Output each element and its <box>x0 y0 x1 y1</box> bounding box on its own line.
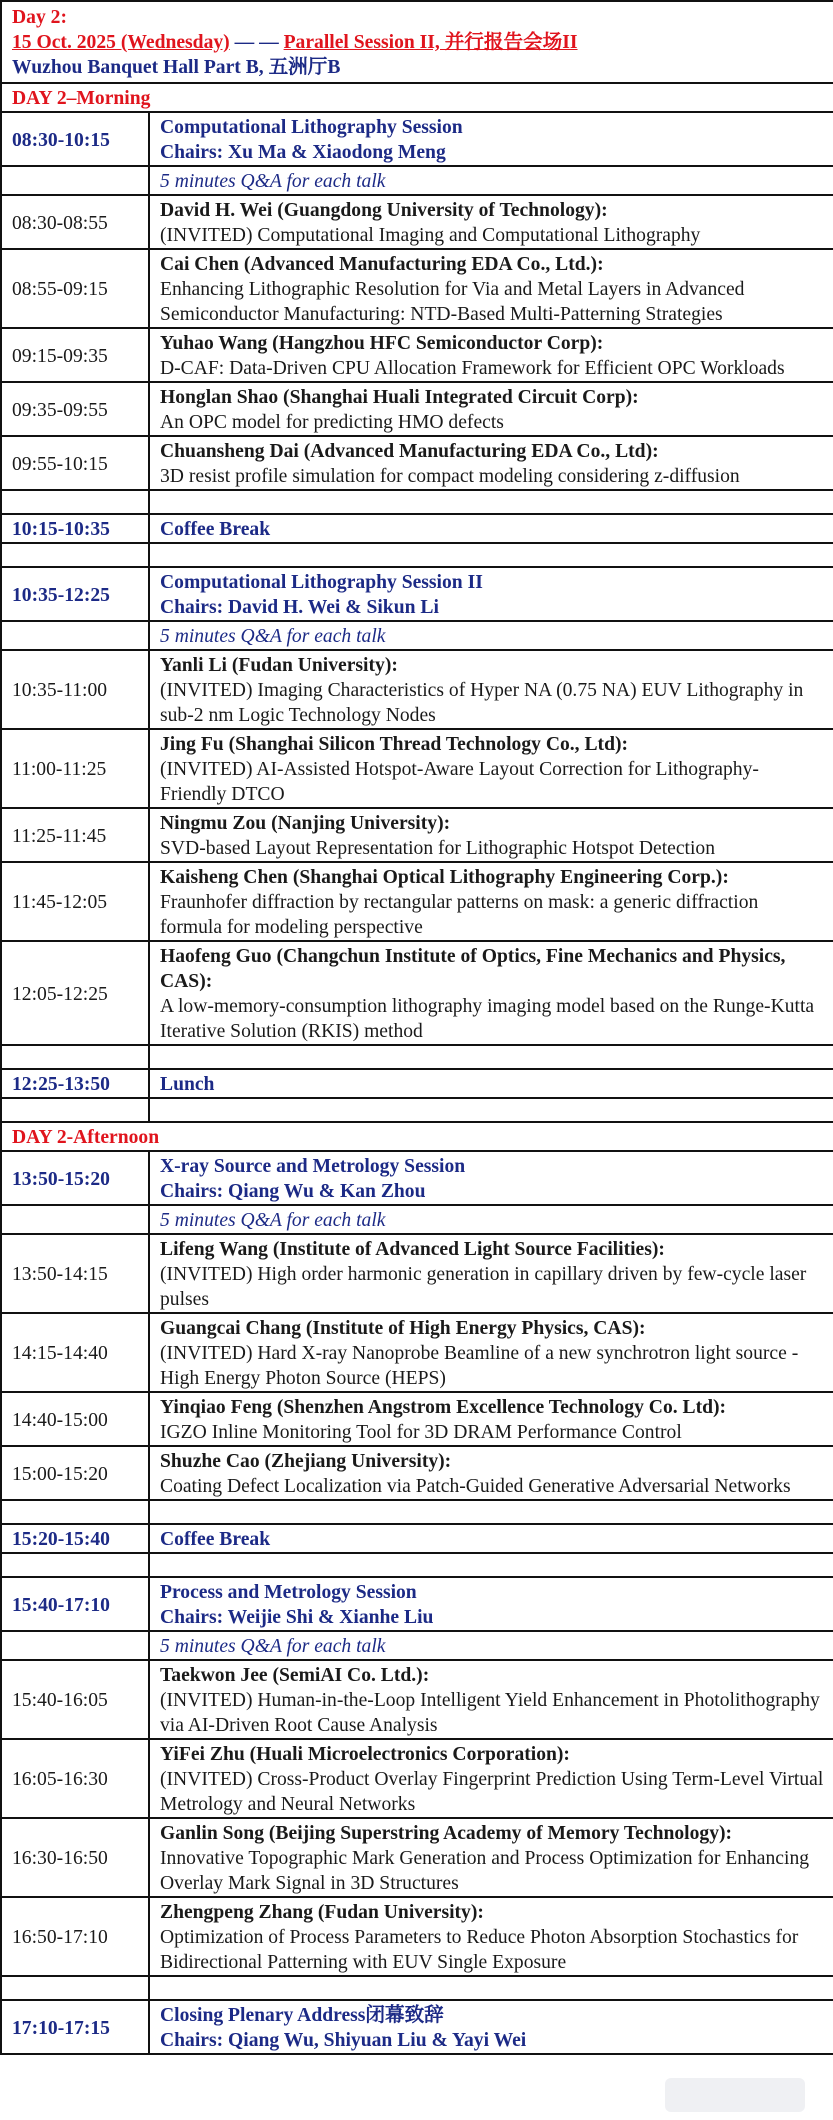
spacer-cell <box>149 1045 833 1069</box>
talk-speaker: Yanli Li (Fudan University): <box>160 655 398 676</box>
talk-cell <box>149 1660 833 1739</box>
talk-row <box>1 1897 833 1976</box>
talk-title: (INVITED) Cross-Product Overlay Fingerprint Prediction Using Term-Level Virtual Metrology and Neural Networks <box>160 1769 824 1815</box>
talk-time: 16:30-16:50 <box>1 1818 149 1897</box>
talk-speaker: Ningmu Zou (Nanjing University): <box>160 813 451 834</box>
break-row <box>1 1524 833 1553</box>
talk-speaker: Yinqiao Feng (Shenzhen Angstrom Excellence Technology Co. Ltd): <box>160 1397 727 1418</box>
talk-time: 16:05-16:30 <box>1 1739 149 1818</box>
morning-label-row <box>1 83 833 112</box>
morning-label: DAY 2–Morning <box>1 83 833 112</box>
spacer-cell <box>149 1098 833 1122</box>
talk-title: IGZO Inline Monitoring Tool for 3D DRAM Performance Control <box>160 1422 682 1443</box>
session-title: Computational Lithography Session II <box>160 572 483 593</box>
talk-speaker: Guangcai Chang (Institute of High Energy Physics, CAS): <box>160 1318 646 1339</box>
spacer-row <box>1 543 833 567</box>
talk-title: (INVITED) Imaging Characteristics of Hyper NA (0.75 NA) EUV Lithography in sub-2 nm Logic Technology Nodes <box>160 680 804 726</box>
talk-row <box>1 249 833 328</box>
break-time: 12:25-13:50 <box>1 1069 149 1098</box>
spacer-row <box>1 1553 833 1577</box>
talk-time: 11:25-11:45 <box>1 808 149 862</box>
talk-title: An OPC model for predicting HMO defects <box>160 412 504 433</box>
venue-label: Wuzhou Banquet Hall Part B, 五洲厅B <box>12 57 341 78</box>
session-cell <box>149 112 833 166</box>
talk-title: SVD-based Layout Representation for Lithographic Hotspot Detection <box>160 838 716 859</box>
talk-cell <box>149 1392 833 1446</box>
spacer-cell <box>1 1045 149 1069</box>
talk-time: 11:00-11:25 <box>1 729 149 808</box>
talk-speaker: Honglan Shao (Shanghai Huali Integrated Circuit Corp): <box>160 387 639 408</box>
spacer-cell <box>1 490 149 514</box>
session-cell <box>149 1577 833 1631</box>
talk-time: 08:30-08:55 <box>1 195 149 249</box>
spacer-cell <box>149 1976 833 2000</box>
talk-row <box>1 862 833 941</box>
talk-row <box>1 1392 833 1446</box>
talk-title: Optimization of Process Parameters to Reduce Photon Absorption Stochastics for Bidirectional Patterning with EUV Single Exposure <box>160 1927 799 1973</box>
break-row <box>1 514 833 543</box>
session-chairs: Chairs: David H. Wei & Sikun Li <box>160 597 439 618</box>
talk-speaker: Lifeng Wang (Institute of Advanced Light Source Facilities): <box>160 1239 665 1260</box>
qa-row <box>1 621 833 650</box>
talk-time: 08:55-09:15 <box>1 249 149 328</box>
qa-note: 5 minutes Q&A for each talk <box>149 1205 833 1234</box>
session-title: Closing Plenary Address闭幕致辞 <box>160 2005 444 2026</box>
talk-cell <box>149 1739 833 1818</box>
talk-speaker: Jing Fu (Shanghai Silicon Thread Technology Co., Ltd): <box>160 734 629 755</box>
session-chairs: Chairs: Qiang Wu, Shiyuan Liu & Yayi Wei <box>160 2030 527 2051</box>
talk-speaker: Zhengpeng Zhang (Fudan University): <box>160 1902 484 1923</box>
spacer-cell <box>1 1098 149 1122</box>
break-label: Coffee Break <box>149 1524 833 1553</box>
talk-row <box>1 1234 833 1313</box>
qa-blank <box>1 1205 149 1234</box>
qa-note: 5 minutes Q&A for each talk <box>149 1631 833 1660</box>
talk-time: 10:35-11:00 <box>1 650 149 729</box>
spacer-row <box>1 1500 833 1524</box>
session-row <box>1 1151 833 1205</box>
talk-cell <box>149 1313 833 1392</box>
spacer-cell <box>1 1553 149 1577</box>
talk-cell <box>149 1234 833 1313</box>
qa-note: 5 minutes Q&A for each talk <box>149 621 833 650</box>
talk-row <box>1 195 833 249</box>
spacer-cell <box>1 543 149 567</box>
talk-title: (INVITED) Hard X-ray Nanoprobe Beamline of a new synchrotron light source - High Energy Photon Source (HEPS) <box>160 1343 799 1389</box>
talk-title: (INVITED) Computational Imaging and Computational Lithography <box>160 225 701 246</box>
spacer-row <box>1 1098 833 1122</box>
talk-time: 12:05-12:25 <box>1 941 149 1045</box>
talk-speaker: Haofeng Guo (Changchun Institute of Optics, Fine Mechanics and Physics, CAS): <box>160 946 786 992</box>
talk-cell <box>149 729 833 808</box>
session-title: Process and Metrology Session <box>160 1582 417 1603</box>
session-chairs: Chairs: Qiang Wu & Kan Zhou <box>160 1181 426 1202</box>
talk-speaker: YiFei Zhu (Huali Microelectronics Corporation): <box>160 1744 570 1765</box>
talk-speaker: Taekwon Jee (SemiAI Co. Ltd.): <box>160 1665 430 1686</box>
talk-row <box>1 382 833 436</box>
qa-blank <box>1 1631 149 1660</box>
afternoon-label-row <box>1 1122 833 1151</box>
break-row <box>1 1069 833 1098</box>
qa-row <box>1 1631 833 1660</box>
talk-cell <box>149 249 833 328</box>
break-label: Coffee Break <box>149 514 833 543</box>
talk-title: Innovative Topographic Mark Generation and Process Optimization for Enhancing Overlay Mark Signal in 3D Structures <box>160 1848 810 1894</box>
spacer-cell <box>149 1553 833 1577</box>
talk-speaker: Chuansheng Dai (Advanced Manufacturing EDA Co., Ltd): <box>160 441 659 462</box>
session-time: 17:10-17:15 <box>1 2000 149 2054</box>
session-time: 08:30-10:15 <box>1 112 149 166</box>
qa-blank <box>1 166 149 195</box>
spacer-cell <box>1 1500 149 1524</box>
spacer-cell <box>149 543 833 567</box>
talk-cell <box>149 1897 833 1976</box>
session-cell <box>149 567 833 621</box>
talk-speaker: Cai Chen (Advanced Manufacturing EDA Co., Ltd.): <box>160 254 604 275</box>
schedule-body <box>1 1 833 2054</box>
session-row <box>1 1577 833 1631</box>
talk-speaker: Yuhao Wang (Hangzhou HFC Semiconductor Corp): <box>160 333 604 354</box>
talk-row <box>1 1313 833 1392</box>
session-row <box>1 2000 833 2054</box>
talk-cell <box>149 436 833 490</box>
talk-time: 14:40-15:00 <box>1 1392 149 1446</box>
watermark-logo <box>665 2078 805 2112</box>
session-chairs: Chairs: Xu Ma & Xiaodong Meng <box>160 142 446 163</box>
header-dash: — — <box>229 32 284 53</box>
talk-cell <box>149 808 833 862</box>
session-time: 10:35-12:25 <box>1 567 149 621</box>
break-time: 10:15-10:35 <box>1 514 149 543</box>
qa-blank <box>1 621 149 650</box>
talk-time: 09:15-09:35 <box>1 328 149 382</box>
spacer-row <box>1 1976 833 2000</box>
session-time: 13:50-15:20 <box>1 1151 149 1205</box>
header-row <box>1 1 833 83</box>
spacer-cell <box>149 1500 833 1524</box>
talk-cell <box>149 1446 833 1500</box>
talk-row <box>1 1446 833 1500</box>
talk-time: 16:50-17:10 <box>1 1897 149 1976</box>
session-row <box>1 112 833 166</box>
afternoon-label: DAY 2-Afternoon <box>1 1122 833 1151</box>
talk-title: A low-memory-consumption lithography imaging model based on the Runge-Kutta Iterative Solution (RKIS) method <box>160 996 815 1042</box>
talk-row <box>1 729 833 808</box>
talk-row <box>1 941 833 1045</box>
talk-cell <box>149 941 833 1045</box>
session-label: Parallel Session II, 并行报告会场II <box>283 32 578 53</box>
session-title: X-ray Source and Metrology Session <box>160 1156 466 1177</box>
talk-time: 13:50-14:15 <box>1 1234 149 1313</box>
spacer-row <box>1 490 833 514</box>
talk-row <box>1 650 833 729</box>
talk-title: (INVITED) High order harmonic generation in capillary driven by few-cycle laser pulses <box>160 1264 807 1310</box>
talk-row <box>1 436 833 490</box>
session-row <box>1 567 833 621</box>
talk-title: D-CAF: Data-Driven CPU Allocation Framework for Efficient OPC Workloads <box>160 358 785 379</box>
talk-title: 3D resist profile simulation for compact modeling considering z-diffusion <box>160 466 740 487</box>
talk-row <box>1 1739 833 1818</box>
talk-time: 11:45-12:05 <box>1 862 149 941</box>
talk-row <box>1 328 833 382</box>
talk-time: 09:35-09:55 <box>1 382 149 436</box>
talk-cell <box>149 195 833 249</box>
session-cell <box>149 2000 833 2054</box>
talk-time: 15:00-15:20 <box>1 1446 149 1500</box>
talk-cell <box>149 862 833 941</box>
talk-cell <box>149 382 833 436</box>
talk-speaker: David H. Wei (Guangdong University of Technology): <box>160 200 608 221</box>
spacer-cell <box>1 1976 149 2000</box>
talk-cell <box>149 650 833 729</box>
break-label: Lunch <box>149 1069 833 1098</box>
session-time: 15:40-17:10 <box>1 1577 149 1631</box>
talk-cell <box>149 328 833 382</box>
qa-note: 5 minutes Q&A for each talk <box>149 166 833 195</box>
talk-time: 09:55-10:15 <box>1 436 149 490</box>
talk-title: Coating Defect Localization via Patch-Guided Generative Adversarial Networks <box>160 1476 791 1497</box>
talk-time: 15:40-16:05 <box>1 1660 149 1739</box>
session-cell <box>149 1151 833 1205</box>
qa-row <box>1 1205 833 1234</box>
talk-time: 14:15-14:40 <box>1 1313 149 1392</box>
talk-title: (INVITED) Human-in-the-Loop Intelligent Yield Enhancement in Photolithography via AI-Driven Root Cause Analysis <box>160 1690 820 1736</box>
talk-row <box>1 808 833 862</box>
header-cell <box>1 1 833 83</box>
talk-title: Fraunhofer diffraction by rectangular patterns on mask: a generic diffraction formula for modeling perspective <box>160 892 759 938</box>
talk-speaker: Kaisheng Chen (Shanghai Optical Lithography Engineering Corp.): <box>160 867 729 888</box>
spacer-row <box>1 1045 833 1069</box>
talk-cell <box>149 1818 833 1897</box>
talk-row <box>1 1660 833 1739</box>
talk-speaker: Ganlin Song (Beijing Superstring Academy of Memory Technology): <box>160 1823 733 1844</box>
talk-title: Enhancing Lithographic Resolution for Via and Metal Layers in Advanced Semiconductor Manufacturing: NTD-Based Multi-Patterning Strategies <box>160 279 745 325</box>
spacer-cell <box>149 490 833 514</box>
qa-row <box>1 166 833 195</box>
talk-speaker: Shuzhe Cao (Zhejiang University): <box>160 1451 452 1472</box>
talk-title: (INVITED) AI-Assisted Hotspot-Aware Layout Correction for Lithography-Friendly DTCO <box>160 759 759 805</box>
break-time: 15:20-15:40 <box>1 1524 149 1553</box>
session-chairs: Chairs: Weijie Shi & Xianhe Liu <box>160 1607 434 1628</box>
day-label: Day 2: <box>12 7 67 28</box>
talk-row <box>1 1818 833 1897</box>
session-title: Computational Lithography Session <box>160 117 463 138</box>
date-label: 15 Oct. 2025 (Wednesday) <box>12 32 230 53</box>
